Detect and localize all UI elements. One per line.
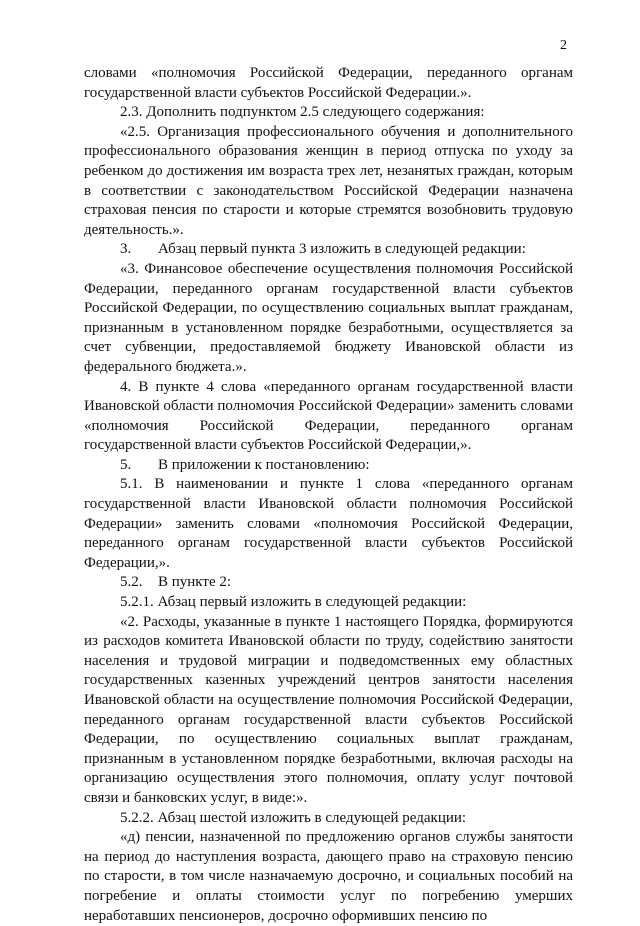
paragraph-4: 4. В пункте 4 слова «переданного органам государственной власти Ивановской области полномочия Российской Федерации» заменить словами «полномочия Российской Федерации, переданного органам государственной власти субъектов Российской Федерации,».	[84, 378, 573, 454]
paragraph-5-2-1: 5.2.1. Абзац первый изложить в следующей редакции:	[120, 594, 467, 611]
paragraph-3-number: 3.	[120, 241, 132, 258]
paragraph-5-text: В приложении к постановлению:	[158, 456, 370, 473]
paragraph-5-2	[84, 573, 573, 593]
paragraph-2-3: 2.3. Дополнить подпунктом 2.5 следующего содержания:	[120, 104, 485, 121]
paragraph-2-5-quote: «2.5. Организация профессионального обучения и дополнительного профессионального образования женщин в период отпуска по уходу за ребенком до достижения им возраста трех лет, незанятых граждан, которым в соответствии с законодательством Российской Федерации назначена страховая пенсия по старости и которые стремятся возобновить трудовую деятельность.».	[84, 123, 573, 238]
page-number: 2	[560, 38, 567, 53]
paragraph-continuation: словами «полномочия Российской Федерации, переданного органам государственной власти субъектов Российской Федерации.».	[84, 65, 573, 101]
paragraph-5-2-2: 5.2.2. Абзац шестой изложить в следующей редакции:	[120, 809, 467, 826]
paragraph-5-number: 5.	[120, 456, 132, 473]
paragraph-5-2-text: В пункте 2:	[158, 574, 232, 591]
paragraph-3	[84, 240, 573, 260]
paragraph-5-2-2-quote: «д) пенсии, назначенной по предложению органов службы занятости на период до наступления возраста, дающего право на страховую пенсию по старости, в том числе назначаемую досрочно, и социальных пособий на погребение и оплаты стоимости услуг по погребению умерших неработавших пенсионеров, досрочно оформивших пенсию по	[84, 829, 573, 924]
document-body	[84, 64, 573, 926]
paragraph-3-quote: «3. Финансовое обеспечение осуществления полномочия Российской Федерации, переданного органам государственной власти субъектов Российской Федерации, по осуществлению социальных выплат гражданам, признанным в установленном порядке безработными, осуществляется за счет субвенции, предоставляемой бюджету Ивановской области из федерального бюджета.».	[84, 260, 573, 375]
paragraph-5-2-1-quote: «2. Расходы, указанные в пункте 1 настоящего Порядка, формируются из расходов комитета Ивановской области по труду, содействию занятости населения и трудовой миграции и подведомственных ему областных государственных казенных учреждений центров занятости населения Ивановской области на осуществление полномочия Российской Федерации, переданного органам государственной власти субъектов Российской Федерации, по осуществлению социальных выплат гражданам, признанным в установленном порядке безработными, включая расходы на организацию осуществления этого полномочия, оплату услуг почтовой связи и банковских услуг, в виде:».	[84, 613, 573, 806]
paragraph-5-2-number: 5.2.	[120, 574, 143, 591]
paragraph-5-1: 5.1. В наименовании и пункте 1 слова «переданного органам государственной власти Ивановской области полномочия Российской Федерации» заменить словами «полномочия Российской Федерации, переданного органам государственной власти субъектов Российской Федерации,».	[84, 476, 573, 571]
paragraph-3-text: Абзац первый пункта 3 изложить в следующей редакции:	[158, 241, 526, 258]
paragraph-5	[84, 456, 573, 476]
